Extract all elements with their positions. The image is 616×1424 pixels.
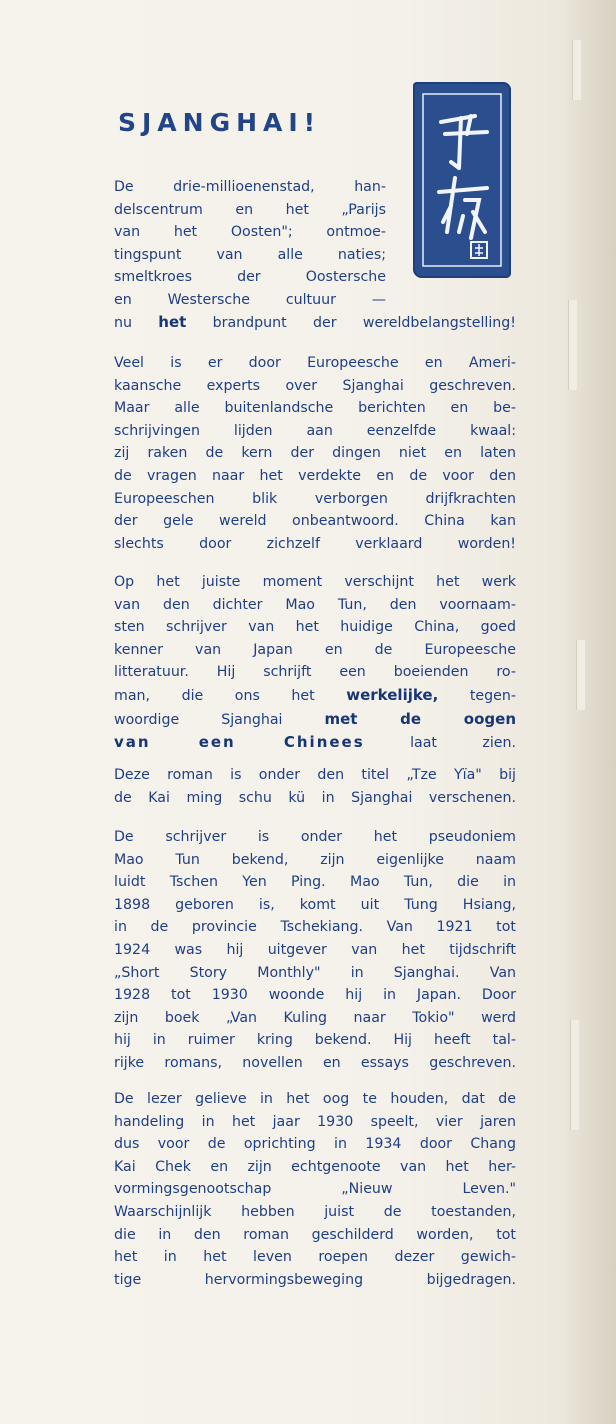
paragraph-mao-tun [114, 571, 516, 755]
text-line: 1898 geboren is, komt uit Tung Hsiang, [114, 896, 516, 913]
text-line: dus voor de oprichting in 1934 door Chang [114, 1136, 516, 1153]
text-line: kaansche experts over Sjanghai geschreven. [114, 377, 516, 394]
text-segment: nu [114, 315, 159, 331]
text-line: kenner van Japan en de Europeesche [114, 641, 516, 658]
torn-edge [570, 1020, 579, 1130]
torn-edge [576, 640, 585, 710]
text-line: de vragen naar het verdekte en de voor den [114, 467, 516, 484]
text-line: smeltkroes der Oostersche [114, 269, 386, 286]
text-segment: tegen- [438, 687, 516, 704]
chinese-calligraphy-emblem-icon [413, 82, 511, 278]
text-line [114, 731, 516, 755]
text-line: zijn boek „Van Kuling naar Tokio" werd [114, 1009, 516, 1026]
text-line: Veel is er door Europeesche en Ameri- [114, 355, 516, 371]
text-line: hij in ruimer kring bekend. Hij heeft tal- [114, 1032, 516, 1049]
text-line: de Kai ming schu kü in Sjanghai verschenen. [114, 789, 516, 806]
text-line: Kai Chek en zijn echtgenoote van het her- [114, 1158, 516, 1175]
text-line: litteratuur. Hij schrijft een boeienden ro- [114, 664, 516, 681]
text-line: van het Oosten"; ontmoe- [114, 224, 386, 241]
paragraph-title-info [114, 764, 516, 809]
emphasis-text: werkelijke, [346, 685, 439, 704]
intro-paragraph [114, 176, 386, 312]
emphasis-text: met de oogen [324, 709, 517, 728]
text-line: Mao Tun bekend, zijn eigenlijke naam [114, 851, 516, 868]
text-line: Maar alle buitenlandsche berichten en be- [114, 400, 516, 417]
text-segment: laat zien. [364, 735, 516, 752]
text-line [114, 684, 516, 708]
text-line: De schrijver is onder het pseudoniem [114, 829, 516, 845]
text-line: Waarschijnlijk hebben juist de toestanden, [114, 1203, 516, 1220]
text-line: in de provincie Tschekiang. Van 1921 tot [114, 919, 516, 936]
paragraph-context [114, 1088, 516, 1291]
text-line: die in den roman geschilderd worden, tot [114, 1226, 516, 1243]
text-line: Europeeschen blik verborgen drijfkrachten [114, 490, 516, 507]
text-segment: man, die ons het [114, 687, 347, 704]
text-segment: brandpunt der wereldbelangstelling! [186, 315, 516, 331]
text-line: De lezer gelieve in het oog te houden, dat de [114, 1091, 516, 1107]
text-line: het in het leven roepen dezer gewich- [114, 1249, 516, 1266]
intro-paragraph-last-line [114, 311, 516, 335]
text-line: tige hervormingsbeweging bijgedragen. [114, 1271, 516, 1288]
text-line [114, 708, 516, 732]
text-line: der gele wereld onbeantwoord. China kan [114, 513, 516, 530]
torn-edge [572, 40, 581, 100]
torn-edge [568, 300, 577, 390]
text-line: tingspunt van alle naties; [114, 246, 386, 263]
text-line: 1928 tot 1930 woonde hij in Japan. Door [114, 987, 516, 1004]
text-line: handeling in het jaar 1930 speelt, vier jaren [114, 1113, 516, 1130]
text-line: slechts door zichzelf verklaard worden! [114, 535, 516, 552]
text-line: delscentrum en het „Parijs [114, 201, 386, 218]
text-segment: woordige Sjanghai [114, 711, 325, 728]
text-line: van den dichter Mao Tun, den voornaam- [114, 596, 516, 613]
text-line: vormingsgenootschap „Nieuw Leven." [114, 1181, 516, 1198]
text-line: zij raken de kern der dingen niet en laten [114, 445, 516, 462]
text-line: Op het juiste moment verschijnt het werk [114, 574, 516, 590]
text-line: rijke romans, novellen en essays geschreven. [114, 1054, 516, 1071]
text-line: Deze roman is onder den titel „Tze Yïa" bij [114, 767, 516, 783]
text-line [114, 311, 516, 335]
page-edge [560, 0, 616, 1424]
text-line: luidt Tschen Yen Ping. Mao Tun, die in [114, 874, 516, 891]
text-line: schrijvingen lijden aan eenzelfde kwaal: [114, 422, 516, 439]
text-line: 1924 was hij uitgever van het tijdschrift [114, 941, 516, 958]
paragraph-experts [114, 352, 516, 555]
spaced-emphasis-text: van een Chinees [114, 733, 365, 752]
text-line: sten schrijver van het huidige China, goed [114, 619, 516, 636]
paragraph-biography [114, 826, 516, 1075]
text-line: en Westersche cultuur — [114, 291, 386, 308]
text-line: De drie-millioenenstad, han- [114, 179, 386, 195]
emphasis-text: het [158, 313, 187, 331]
page-title: SJANGHAI! [118, 108, 322, 137]
text-line: „Short Story Monthly" in Sjanghai. Van [114, 964, 516, 981]
